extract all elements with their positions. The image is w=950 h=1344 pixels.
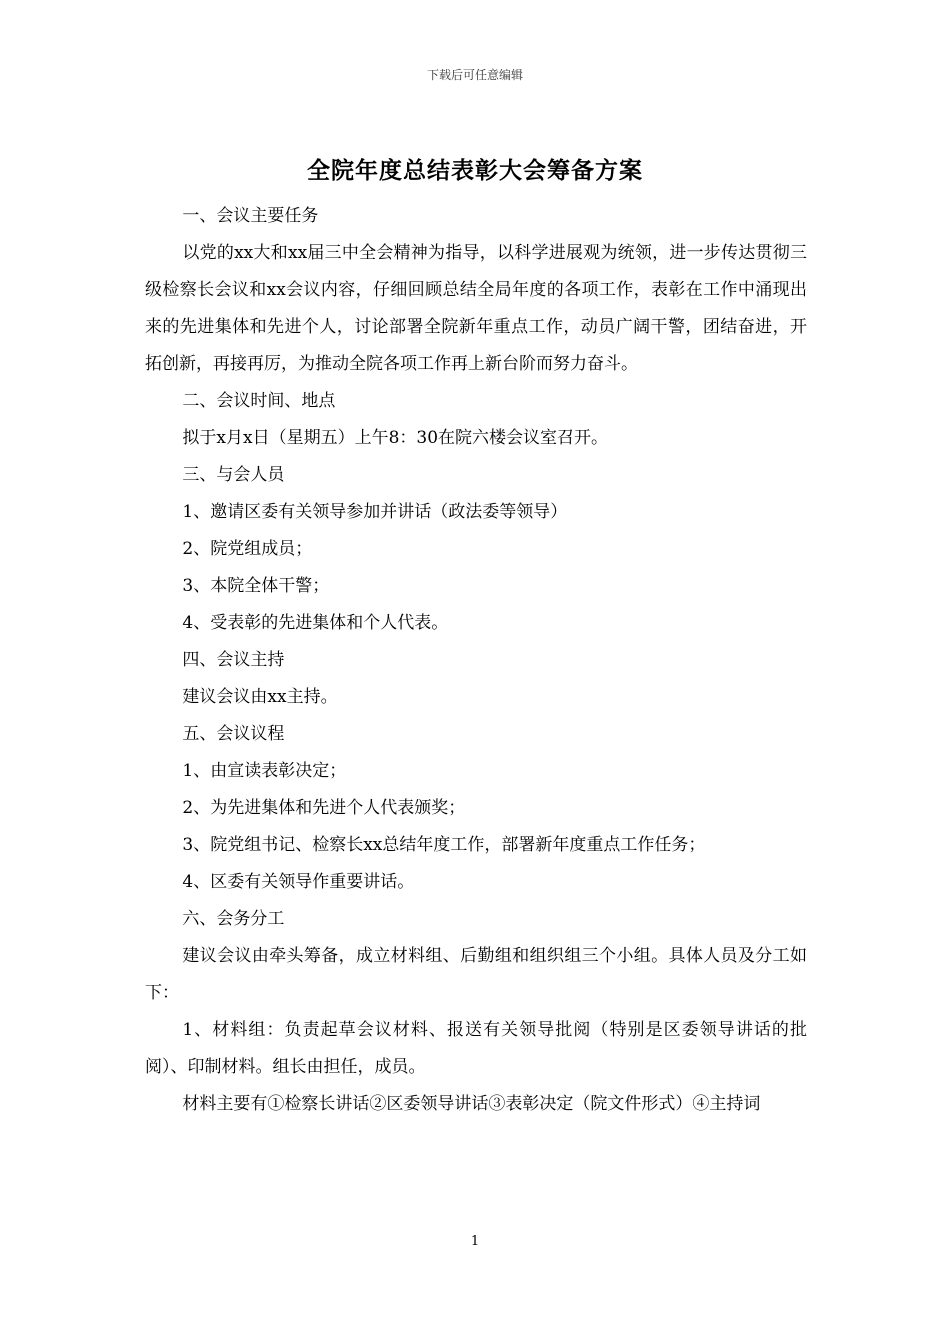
page-number: 1: [470, 1234, 480, 1249]
section-heading-3: 三、与会人员: [182, 465, 285, 485]
section-heading-2: 二、会议时间、地点: [182, 391, 336, 411]
section-heading-5: 五、会议议程: [182, 724, 285, 744]
list-item-agenda-3: 3、院党组书记、检察长xx总结年度工作，部署新年度重点工作任务；: [182, 835, 706, 855]
header-note: 下载后可任意编辑: [426, 68, 523, 82]
list-item-attendee-3: 3、本院全体干警；: [182, 576, 330, 596]
paragraph-tasks: 以党的xx大和xx届三中全会精神为指导，以科学进展观为统领，进一步传达贯彻三级检察长会议和xx会议内容，仔细回顾总结全局年度的各项工作，表彰在工作中涌现出来的先进集体和先进个人，讨论部署全院新年重点工作，动员广阔干警，团结奋进，开拓创新，再接再厉，为推动全院各项工作再上新台阶而努力奋斗。: [145, 243, 807, 374]
paragraph-time-place: 拟于x月x日（星期五）上午8：30在院六楼会议室召开。: [182, 428, 609, 448]
list-item-attendee-1: 1、邀请区委有关领导参加并讲话（政法委等领导）: [182, 502, 568, 522]
paragraph-division: 建议会议由牵头筹备，成立材料组、后勤组和组织组三个小组。具体人员及分工如下：: [145, 946, 807, 1003]
list-item-agenda-1: 1、由宣读表彰决定；: [182, 761, 347, 781]
list-item-agenda-4: 4、区委有关领导作重要讲话。: [182, 872, 415, 892]
list-item-attendee-2: 2、院党组成员；: [182, 539, 313, 559]
list-item-attendee-4: 4、受表彰的先进集体和个人代表。: [182, 613, 449, 633]
document-title: 全院年度总结表彰大会筹备方案: [307, 158, 643, 184]
section-heading-6: 六、会务分工: [182, 909, 285, 929]
paragraph-materials-group: 1、材料组：负责起草会议材料、报送有关领导批阅（特别是区委领导讲话的批阅）、印制材料。组长由担任，成员。: [145, 1020, 807, 1077]
section-heading-1: 一、会议主要任务: [182, 206, 319, 226]
section-heading-4: 四、会议主持: [182, 650, 285, 670]
list-item-agenda-2: 2、为先进集体和先进个人代表颁奖；: [182, 798, 466, 818]
paragraph-materials-list: 材料主要有①检察长讲话②区委领导讲话③表彰决定（院文件形式）④主持词: [182, 1094, 761, 1114]
paragraph-host: 建议会议由xx主持。: [182, 687, 338, 707]
document-body: [145, 198, 807, 1123]
